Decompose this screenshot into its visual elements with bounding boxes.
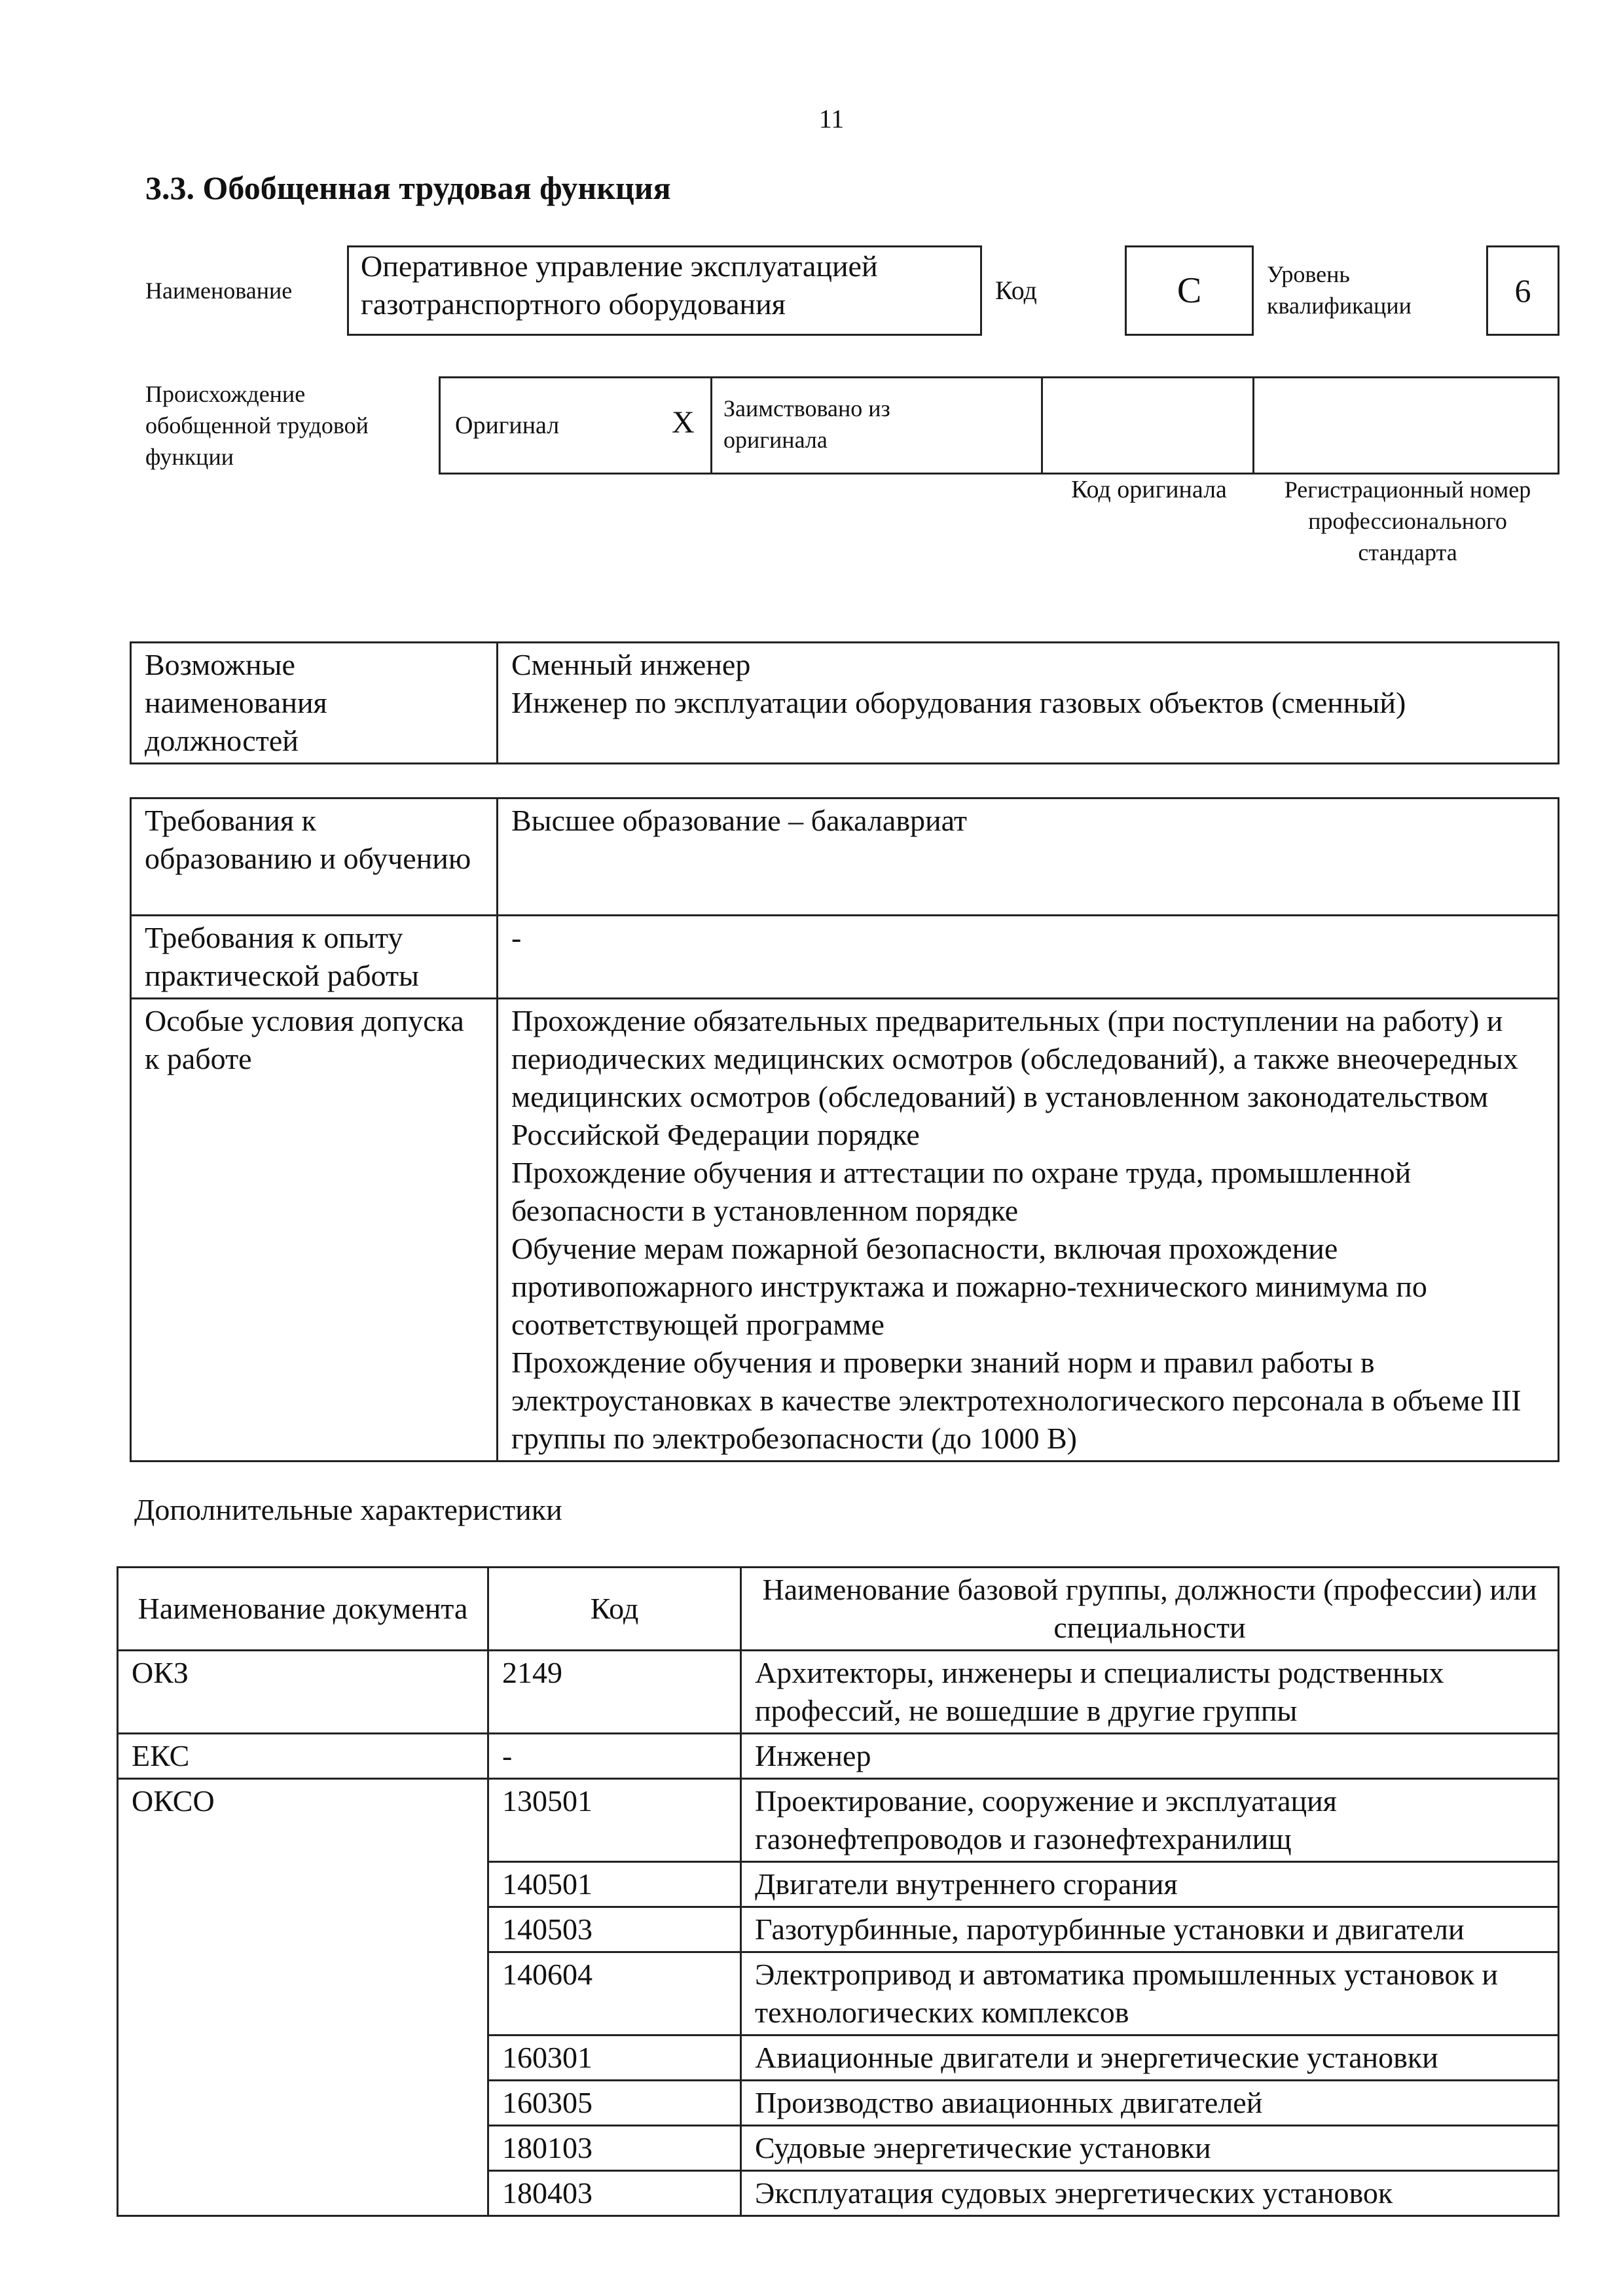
row-doc: ОКЗ bbox=[118, 1651, 488, 1734]
requirement-item: Прохождение обязательных предварительных (при поступлении на работу) и периодических медицинских осмотров (обследований), а также внеочередных медицинских осмотров (обследований) в установленном законодательством Российской Федерации порядке bbox=[511, 1004, 1518, 1151]
row-code: - bbox=[488, 1734, 741, 1779]
level-box bbox=[1486, 245, 1559, 336]
position-item: Сменный инженер bbox=[511, 648, 751, 681]
code-label: Код bbox=[995, 276, 1037, 305]
positions-row bbox=[131, 643, 1559, 764]
origin-divider-1 bbox=[710, 376, 712, 475]
row-code: 140501 bbox=[488, 1862, 741, 1907]
name-label: Наименование bbox=[145, 278, 293, 304]
origin-label: Происхождение обобщенной трудовой функции bbox=[145, 381, 369, 470]
row-code: 140604 bbox=[488, 1952, 741, 2036]
row-name: Проектирование, сооружение и эксплуатация газонефтепроводов и газонефтехранилищ bbox=[741, 1779, 1559, 1862]
borrowed-label: Заимствовано из оригинала bbox=[723, 395, 890, 453]
row-name: Двигатели внутреннего сгорания bbox=[741, 1862, 1559, 1907]
row-code: 160305 bbox=[488, 2081, 741, 2126]
row-code: 140503 bbox=[488, 1907, 741, 1952]
header-code: Код bbox=[488, 1568, 741, 1651]
positions-values bbox=[498, 643, 1559, 764]
row-name: Архитекторы, инженеры и специалисты родственных профессий, не вошедшие в другие группы bbox=[741, 1651, 1559, 1734]
origin-divider-3 bbox=[1252, 376, 1254, 475]
original-label: Оригинал bbox=[455, 412, 560, 439]
table-row bbox=[118, 1651, 1559, 1734]
additional-table bbox=[117, 1566, 1559, 2217]
additional-header-row bbox=[118, 1568, 1559, 1651]
requirement-item: Обучение мерам пожарной безопасности, включая прохождение противопожарного инструктажа и пожарно-технического минимума по соответствующей программе bbox=[511, 1232, 1427, 1341]
reg-number-caption: Регистрационный номер профессионального стандарта bbox=[1284, 476, 1531, 565]
requirement-label: Требования к образованию и обучению bbox=[131, 798, 498, 916]
level-value: 6 bbox=[1514, 272, 1531, 309]
row-code: 180103 bbox=[488, 2126, 741, 2171]
requirement-values bbox=[498, 999, 1559, 1462]
requirement-row bbox=[131, 999, 1559, 1462]
row-doc: ОКСО bbox=[118, 1779, 488, 2216]
requirement-label: Особые условия допуска к работе bbox=[131, 999, 498, 1462]
level-label: Уровень квалификации bbox=[1267, 261, 1412, 319]
header-name: Наименование базовой группы, должности (профессии) или специальности bbox=[741, 1568, 1559, 1651]
row-code: 130501 bbox=[488, 1779, 741, 1862]
row-code: 180403 bbox=[488, 2171, 741, 2216]
requirement-item: Прохождение обучения и проверки знаний норм и правил работы в электроустановках в качестве электротехнологического персонала в объеме III группы по электробезопасности (до 1000 В) bbox=[511, 1346, 1522, 1455]
header-doc: Наименование документа bbox=[118, 1568, 488, 1651]
row-name: Эксплуатация судовых энергетических установок bbox=[741, 2171, 1559, 2216]
page-number: 11 bbox=[818, 104, 845, 134]
row-name: Инженер bbox=[741, 1734, 1559, 1779]
positions-table bbox=[130, 641, 1559, 764]
requirement-row bbox=[131, 798, 1559, 916]
table-row bbox=[118, 1734, 1559, 1779]
row-name: Электропривод и автоматика промышленных установок и технологических комплексов bbox=[741, 1952, 1559, 2036]
requirements-table bbox=[130, 797, 1559, 1462]
origin-divider-2 bbox=[1041, 376, 1043, 475]
row-name: Авиационные двигатели и энергетические установки bbox=[741, 2036, 1559, 2081]
requirement-value: - bbox=[498, 916, 1559, 999]
requirement-row bbox=[131, 916, 1559, 999]
code-value: С bbox=[1176, 270, 1202, 311]
name-box bbox=[347, 245, 982, 336]
positions-label: Возможные наименования должностей bbox=[131, 643, 498, 764]
row-name: Судовые энергетические установки bbox=[741, 2126, 1559, 2171]
requirement-item: Прохождение обучения и аттестации по охране труда, промышленной безопасности в установленном порядке bbox=[511, 1156, 1412, 1227]
row-name: Газотурбинные, паротурбинные установки и двигатели bbox=[741, 1907, 1559, 1952]
code-box bbox=[1125, 245, 1254, 336]
section-title: 3.3. Обобщенная трудовая функция bbox=[145, 170, 671, 206]
code-original-caption: Код оригинала bbox=[1071, 476, 1227, 503]
origin-box bbox=[439, 376, 1559, 475]
requirement-label: Требования к опыту практической работы bbox=[131, 916, 498, 999]
row-code: 160301 bbox=[488, 2036, 741, 2081]
table-row bbox=[118, 1779, 1559, 1862]
original-mark: X bbox=[672, 405, 695, 440]
row-name: Производство авиационных двигателей bbox=[741, 2081, 1559, 2126]
row-doc: ЕКС bbox=[118, 1734, 488, 1779]
name-value: Оперативное управление эксплуатацией газотранспортного оборудования bbox=[361, 249, 878, 321]
position-item: Инженер по эксплуатации оборудования газовых объектов (сменный) bbox=[511, 686, 1406, 719]
requirement-value: Высшее образование – бакалавриат bbox=[498, 798, 1559, 916]
row-code: 2149 bbox=[488, 1651, 741, 1734]
additional-title: Дополнительные характеристики bbox=[134, 1493, 562, 1526]
